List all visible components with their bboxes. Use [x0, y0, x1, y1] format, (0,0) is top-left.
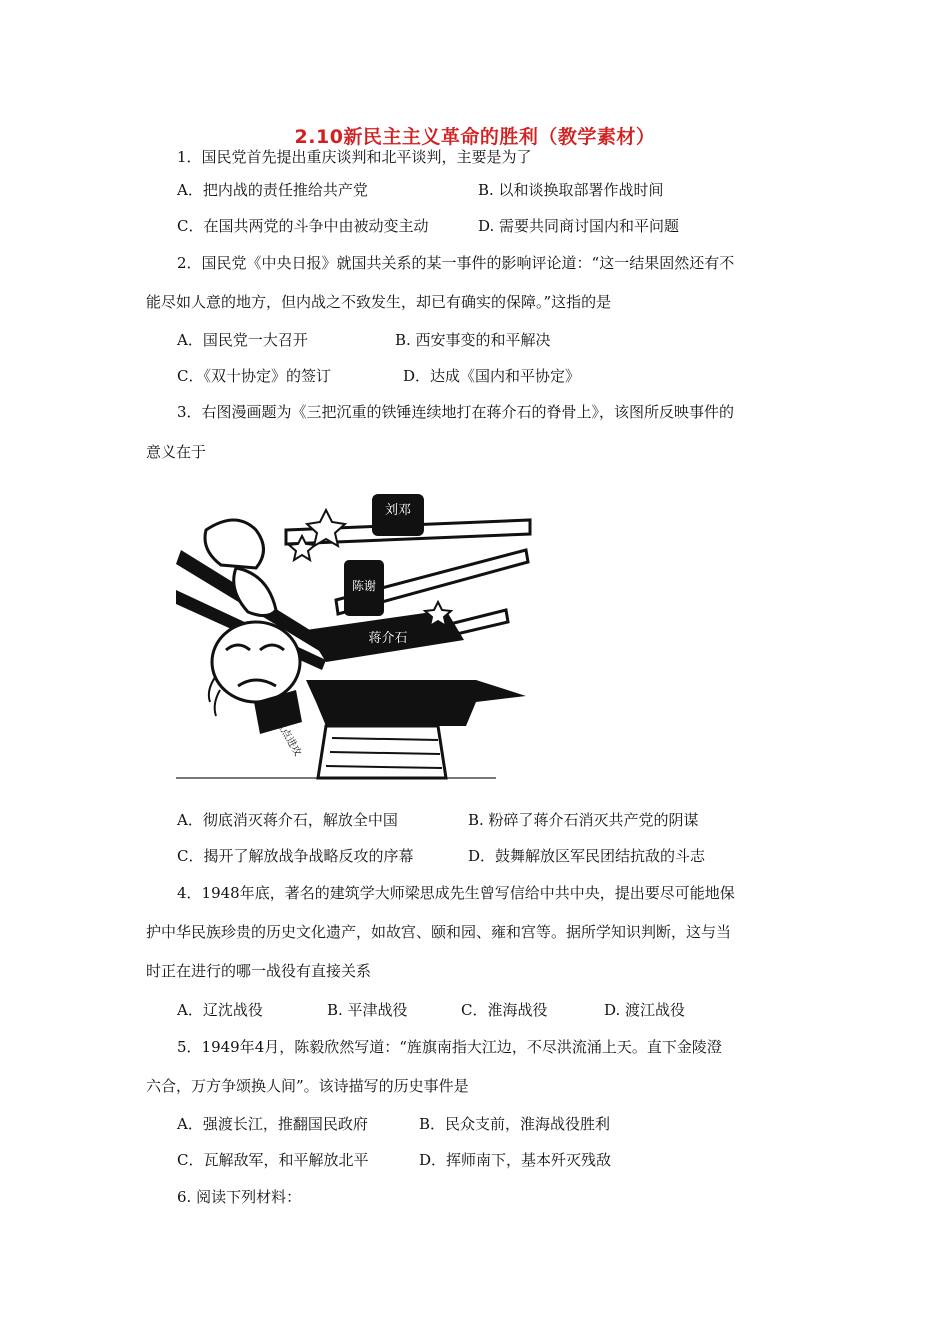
hammer-liu-deng [372, 494, 424, 536]
q1-stem-line-1: 1．国民党首先提出重庆谈判和北平谈判，主要是为了 [177, 148, 532, 166]
q6-stem-line-1: 6. 阅读下列材料： [177, 1188, 302, 1206]
q3-option-d: D．鼓舞解放区军民团结抗敌的斗志 [468, 847, 706, 865]
q5-option-c: C．瓦解敌军，和平解放北平 [177, 1151, 369, 1169]
chiang-head [209, 622, 302, 734]
q5-option-d: D．挥师南下，基本歼灭残敌 [419, 1151, 612, 1169]
hammer-chen-xie [344, 560, 384, 616]
q3-option-b: B. 粉碎了蒋介石消灭共产党的阴谋 [468, 811, 699, 829]
q4-options-row [177, 1000, 877, 1020]
gloved-hand [205, 520, 264, 568]
q4-stem-line-3: 时正在进行的哪一战役有直接关系 [146, 962, 372, 980]
q3-stem-line-1: 3．右图漫画题为《三把沉重的铁锤连续地打在蒋介石的脊骨上》，该图所反映事件的 [177, 403, 735, 421]
q3-options-row-2 [177, 846, 877, 866]
q2-stem-line-1: 2．国民党《中央日报》就国共关系的某一事件的影响评论道：“这一结果固然还有不 [177, 254, 735, 272]
q4-stem-line-1: 4．1948年底，著名的建筑学大师梁思成先生曾写信给中共中央，提出要尽可能地保 [177, 884, 735, 902]
q3-option-a: A．彻底消灭蒋介石，解放全中国 [177, 811, 398, 829]
q5-option-b: B．民众支前，淮海战役胜利 [419, 1115, 611, 1133]
document-title: 2.10新民主主义革命的胜利（教学素材） [294, 126, 656, 148]
q2-option-a: A．国民党一大召开 [177, 331, 308, 349]
sleeve-cuff [234, 568, 276, 616]
cartoon-illustration [176, 490, 532, 782]
q5-stem-line-2: 六合，万方争颂换人间”。该诗描写的历史事件是 [146, 1077, 469, 1095]
q2-option-d: D．达成《国内和平协定》 [403, 367, 581, 385]
q1-option-d: D. 需要共同商讨国内和平问题 [478, 217, 680, 235]
q5-option-a: A．强渡长江，推翻国民政府 [177, 1115, 368, 1133]
q2-stem-line-2: 能尽如人意的地方，但内战之不致发生，却已有确实的保障。”这指的是 [146, 293, 612, 311]
q5-options-row-2 [177, 1150, 877, 1170]
hammer-label-liu-deng: 刘邓 [384, 503, 412, 518]
anvil [306, 680, 526, 726]
block-label-chiang: 蒋介石 [368, 631, 408, 646]
q4-option-c: C．淮海战役 [461, 1001, 548, 1019]
q2-option-b: B. 西安事变的和平解决 [395, 331, 551, 349]
q3-option-c: C．揭开了解放战争战略反攻的序幕 [177, 847, 414, 865]
q4-stem-line-2: 护中华民族珍贵的历史文化遗产，如故宫、颐和园、雍和宫等。据所学知识判断，这与当 [146, 923, 732, 941]
label-zhongdian-jingong: 重点进攻 [273, 718, 303, 759]
q3-stem-line-2: 意义在于 [146, 443, 207, 461]
q4-option-b: B. 平津战役 [327, 1001, 408, 1019]
q1-options-row-2 [177, 216, 877, 236]
q2-option-c: C．《双十协定》的签订 [177, 367, 331, 385]
q2-options-row-1 [177, 330, 877, 350]
q4-option-d: D. 渡江战役 [604, 1001, 686, 1019]
q2-options-row-2 [177, 366, 877, 386]
q5-stem-line-1: 5．1949年4月，陈毅欣然写道：“旌旗南指大江边，不尽洪流涌上天。直下金陵澄 [177, 1038, 722, 1056]
q1-option-c: C．在国共两党的斗争中由被动变主动 [177, 217, 429, 235]
q1-options-row-1 [177, 180, 877, 200]
hammer-label-chen-xie: 陈谢 [351, 579, 377, 593]
q5-options-row-1 [177, 1114, 877, 1134]
q1-option-b: B. 以和谈换取部署作战时间 [478, 181, 664, 199]
q4-option-a: A．辽沈战役 [177, 1001, 263, 1019]
q3-options-row-1 [177, 810, 877, 830]
q1-option-a: A．把内战的责任推给共产党 [177, 181, 368, 199]
